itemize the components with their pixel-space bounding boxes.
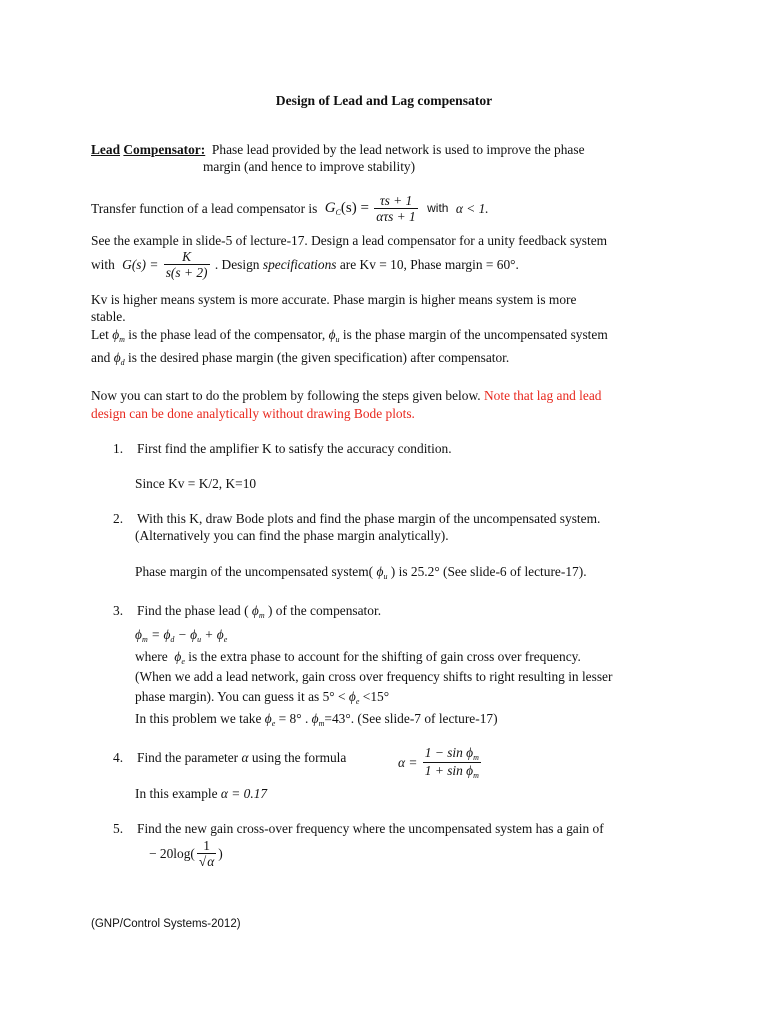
and-line: and $\phi_d$ is the desired phase margin (the given specification) after compensator.: [91, 350, 510, 367]
plant-lhs: G(s) =: [122, 257, 159, 273]
alpha-condition: α < 1.: [455, 201, 489, 217]
alpha-formula-fraction: $\frac{1 - \sin \phi_m}{1 + \sin \phi_m}$: [424, 745, 479, 781]
compensator-heading-word: Compensator:: [123, 142, 206, 157]
transfer-fraction: $\frac{\tau s + 1}{\text{ατs + 1}}$: [376, 193, 416, 225]
lead-heading-line: [91, 141, 585, 159]
specifications-word: specifications: [262, 257, 337, 273]
now-line2: design can be done analytically without drawing Bode plots.: [91, 406, 415, 421]
step-1: 1. First find the amplifier K to satisfy the accuracy condition.: [113, 441, 452, 456]
phi-m-symbol: $\phi_m$: [112, 327, 125, 344]
gain-expression: − 20log( $\frac{1}{√\alpha}$ ): [149, 838, 223, 870]
step-3: 3. Find the phase lead ( $\phi_m$ ) of the compensator.: [113, 603, 382, 620]
now-line1: Now you can start to do the problem by following the steps given below. Note that lag and lead: [91, 388, 602, 403]
step-2-line2: (Alternatively you can find the phase margin analytically).: [135, 528, 449, 543]
example-line1: See the example in slide-5 of lecture-17. Design a lead compensator for a unity feedback system: [91, 233, 608, 248]
lead-intro-line1: Phase lead provided by the lead network is used to improve the phase: [211, 142, 585, 157]
with-word: with: [427, 200, 449, 215]
footer: (GNP/Control Systems-2012): [91, 918, 241, 930]
step-1-detail: Since Kv = K/2, K=10: [135, 476, 257, 491]
step-4: 4. Find the parameter α using the formula: [113, 750, 347, 765]
kv-line1: Kv is higher means system is more accurate. Phase margin is higher means system is more: [91, 292, 577, 307]
step-2: 2. With this K, draw Bode plots and find the phase margin of the uncompensated system.: [113, 511, 601, 526]
step-3-where: where $\phi_e$ is the extra phase to account for the shifting of gain cross over frequency.: [135, 649, 581, 666]
gain-fraction: $\frac{1}{√\alpha}$: [198, 838, 215, 870]
step-2-detail: Phase margin of the uncompensated system( $\phi_u$ ) is 25.2° (See slide-6 of lecture-17).: [135, 564, 587, 581]
transfer-function-line: [91, 193, 489, 225]
plant-fraction: $\frac{K}{s(s + 2)}$: [165, 249, 208, 281]
gc-symbol: $G_C(s)$ =: [324, 200, 369, 217]
document-title: Design of Lead and Lag compensator: [275, 93, 493, 108]
note-red-text: Note that lag and lead: [483, 388, 602, 403]
lead-intro-line2: margin (and hence to improve stability): [203, 159, 416, 174]
kv-line2: stable.: [91, 309, 126, 324]
step-4-example: In this example α = 0.17: [135, 786, 268, 801]
phi-d-symbol: $\phi_d$: [113, 350, 125, 367]
alpha-formula: α = $\frac{1 - \sin \phi_m}{1 + \sin \phi_m}$: [398, 745, 479, 781]
step-3-take: In this problem we take $\phi_e = 8^\circ$ . $\phi_m=43^\circ$. (See slide-7 of lecture-17): [135, 711, 498, 728]
step-5: 5. Find the new gain cross-over frequency where the uncompensated system has a gain of: [113, 821, 604, 836]
phase-lead-equation: $\phi_m = \phi_d - \phi_u + \phi_e$: [135, 627, 228, 644]
transfer-text: Transfer function of a lead compensator is: [91, 201, 318, 217]
phi-u-symbol: $\phi_u$: [328, 327, 340, 344]
step-3-paren-line2: phase margin). You can guess it as $5^\circ < \phi_e <15^\circ$: [135, 689, 390, 706]
lead-heading-word: Lead: [91, 142, 121, 157]
let-line: Let $\phi_m$ is the phase lead of the compensator, $\phi_u$ is the phase margin of the uncompensated system: [91, 327, 608, 344]
step-3-paren-line1: (When we add a lead network, gain cross over frequency shifts to right resulting in lesser: [135, 669, 613, 684]
plant-line: with G(s) = $\frac{K}{s(s + 2)}$ . Design specifications are Kv = 10, Phase margin = 60°.: [91, 249, 519, 281]
